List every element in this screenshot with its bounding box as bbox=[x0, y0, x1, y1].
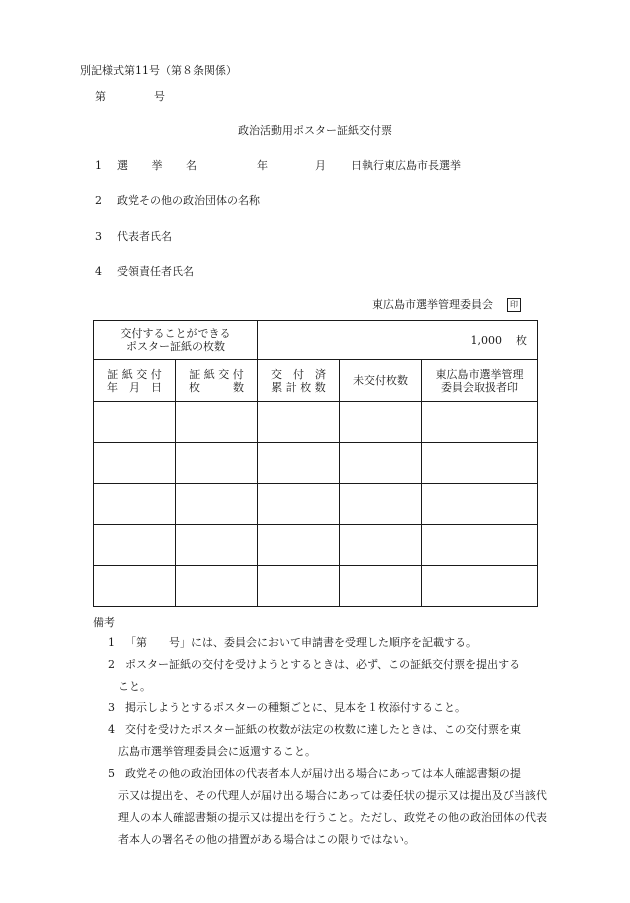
item-number: 4 bbox=[95, 265, 102, 278]
quota-label-cell bbox=[94, 321, 258, 360]
stamp-issuance-table bbox=[93, 320, 538, 607]
table-cell[interactable] bbox=[94, 443, 176, 484]
header-line: 未交付枚数 bbox=[353, 374, 408, 387]
table-cell[interactable] bbox=[258, 402, 340, 443]
form-number: 別記様式第11号（第８条関係） bbox=[80, 64, 237, 77]
election-year-label: 年 bbox=[257, 159, 268, 172]
table-cell[interactable] bbox=[176, 402, 258, 443]
table-cell[interactable] bbox=[422, 566, 538, 607]
item-party-name bbox=[95, 192, 260, 208]
table-cell[interactable] bbox=[258, 566, 340, 607]
quota-unit: 枚 bbox=[516, 333, 527, 347]
table-cell[interactable] bbox=[340, 402, 422, 443]
table-cell[interactable] bbox=[94, 525, 176, 566]
note-continuation: 広島市選挙管理委員会に返還すること。 bbox=[118, 745, 316, 758]
note-item bbox=[108, 763, 553, 851]
item-label: 代表者氏名 bbox=[117, 230, 172, 243]
table-cell[interactable] bbox=[176, 484, 258, 525]
note-item bbox=[108, 632, 553, 654]
table-cell[interactable] bbox=[422, 443, 538, 484]
note-number: 5 bbox=[108, 767, 115, 780]
item-number: 3 bbox=[95, 230, 102, 243]
quota-row bbox=[94, 321, 538, 360]
seal-mark: 印 bbox=[507, 298, 521, 312]
table-cell[interactable] bbox=[422, 402, 538, 443]
item-number: 1 bbox=[95, 159, 102, 172]
election-month-label: 月 bbox=[315, 159, 326, 172]
number-prefix: 第 bbox=[95, 90, 106, 103]
note-text: 掲示しようとするポスターの種類ごとに、見本を１枚添付すること。 bbox=[125, 701, 466, 714]
table-cell[interactable] bbox=[258, 525, 340, 566]
item-label: 受領責任者氏名 bbox=[117, 265, 194, 278]
table-cell[interactable] bbox=[176, 525, 258, 566]
election-name-text: 日執行東広島市長選挙 bbox=[351, 159, 461, 172]
table-row bbox=[94, 443, 538, 484]
receipt-number-line bbox=[95, 88, 165, 104]
header-line: 証 紙 交 付 bbox=[189, 367, 244, 381]
item-label: 選 挙 名 bbox=[117, 159, 207, 172]
note-number: 2 bbox=[108, 658, 115, 671]
item-label: 政党その他の政治団体の名称 bbox=[117, 194, 260, 207]
header-line: 証 紙 交 付 bbox=[107, 367, 162, 381]
header-line: 累 計 枚 数 bbox=[271, 380, 326, 394]
header-cell bbox=[258, 360, 340, 402]
header-line: 年 月 日 bbox=[107, 380, 162, 394]
header-cell bbox=[340, 360, 422, 402]
item-number: 2 bbox=[95, 194, 102, 207]
item-representative bbox=[95, 228, 172, 244]
table-cell[interactable] bbox=[340, 566, 422, 607]
table-cell[interactable] bbox=[422, 525, 538, 566]
number-suffix: 号 bbox=[154, 90, 165, 103]
quota-value-cell bbox=[258, 321, 538, 360]
committee-line bbox=[372, 296, 521, 312]
table-row bbox=[94, 402, 538, 443]
table-cell[interactable] bbox=[340, 443, 422, 484]
header-row bbox=[94, 360, 538, 402]
committee-name: 東広島市選挙管理委員会 bbox=[372, 298, 493, 311]
header-cell bbox=[94, 360, 176, 402]
table-cell[interactable] bbox=[422, 484, 538, 525]
table-cell[interactable] bbox=[258, 484, 340, 525]
table-cell[interactable] bbox=[94, 566, 176, 607]
note-text: 政党その他の政治団体の代表者本人が届け出る場合にあっては本人確認書類の提 bbox=[125, 767, 521, 780]
quota-label-line: 交付することができる bbox=[120, 327, 231, 340]
table-cell[interactable] bbox=[94, 402, 176, 443]
quota-label-line: ポスター証紙の枚数 bbox=[126, 340, 225, 353]
note-continuation: こと。 bbox=[118, 680, 151, 693]
note-item bbox=[108, 697, 553, 719]
table-row bbox=[94, 484, 538, 525]
note-number: 4 bbox=[108, 723, 115, 736]
note-continuation: 示又は提出を、その代理人が届け出る場合にあっては委任状の提示又は提出及び当該代理人の本人確認書類の提示又は提出を行うこと。ただし、政党その他の政治団体の代表者本人の署名その他の措置がある場合はこの限りではない。 bbox=[118, 789, 547, 846]
header-line: 東広島市選挙管理 bbox=[435, 367, 524, 381]
table-row bbox=[94, 566, 538, 607]
table-cell[interactable] bbox=[340, 525, 422, 566]
header-cell bbox=[176, 360, 258, 402]
note-text: 交付を受けたポスター証紙の枚数が法定の枚数に達したときは、この交付票を東 bbox=[125, 723, 521, 736]
table-cell[interactable] bbox=[176, 443, 258, 484]
note-text: ポスター証紙の交付を受けようとするときは、必ず、この証紙交付票を提出する bbox=[125, 658, 521, 671]
note-text: 「第 号」には、委員会において申請書を受理した順序を記載する。 bbox=[125, 636, 477, 649]
item-recipient bbox=[95, 263, 194, 279]
notes-heading: 備考 bbox=[93, 616, 115, 629]
note-item bbox=[108, 654, 553, 698]
note-number: 3 bbox=[108, 701, 115, 714]
note-item bbox=[108, 719, 553, 763]
header-cell bbox=[422, 360, 538, 402]
header-line: 委員会取扱者印 bbox=[441, 380, 518, 394]
note-number: 1 bbox=[108, 636, 115, 649]
table-row bbox=[94, 525, 538, 566]
table-cell[interactable] bbox=[258, 443, 340, 484]
header-line: 交 付 済 bbox=[271, 367, 326, 381]
table-cell[interactable] bbox=[340, 484, 422, 525]
table-cell[interactable] bbox=[94, 484, 176, 525]
item-election-name bbox=[95, 157, 535, 171]
header-line: 枚 数 bbox=[189, 380, 244, 394]
table-cell[interactable] bbox=[176, 566, 258, 607]
page-title: 政治活動用ポスター証紙交付票 bbox=[238, 124, 392, 137]
quota-value: 1,000 bbox=[470, 333, 502, 347]
